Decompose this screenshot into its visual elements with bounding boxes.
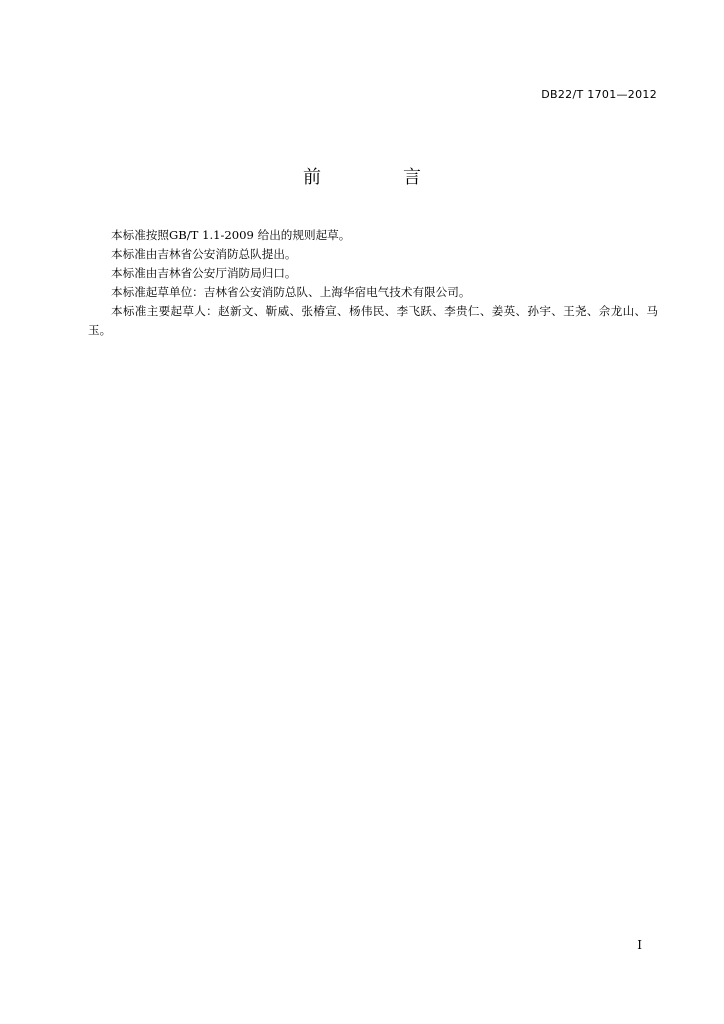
foreword-body [88,226,658,340]
document-code: DB22/T 1701—2012 [541,88,657,101]
paragraph-drafting-rules: 本标准按照GB/T 1.1-2009 给出的规则起草。 [111,228,351,242]
paragraph-administrator: 本标准由吉林省公安厅消防局归口。 [111,266,297,280]
page-title: 前 言 [303,167,453,188]
paragraph-proposer: 本标准由吉林省公安消防总队提出。 [111,247,297,261]
paragraph-drafters: 本标准主要起草人：赵新文、靳威、张椿宣、杨伟民、李飞跃、李贵仁、姜英、孙宇、王尧、佘龙山、马玉。 [88,304,658,337]
paragraph-drafting-units: 本标准起草单位：吉林省公安消防总队、上海华宿电气技术有限公司。 [111,285,471,299]
page-number: I [637,938,642,952]
